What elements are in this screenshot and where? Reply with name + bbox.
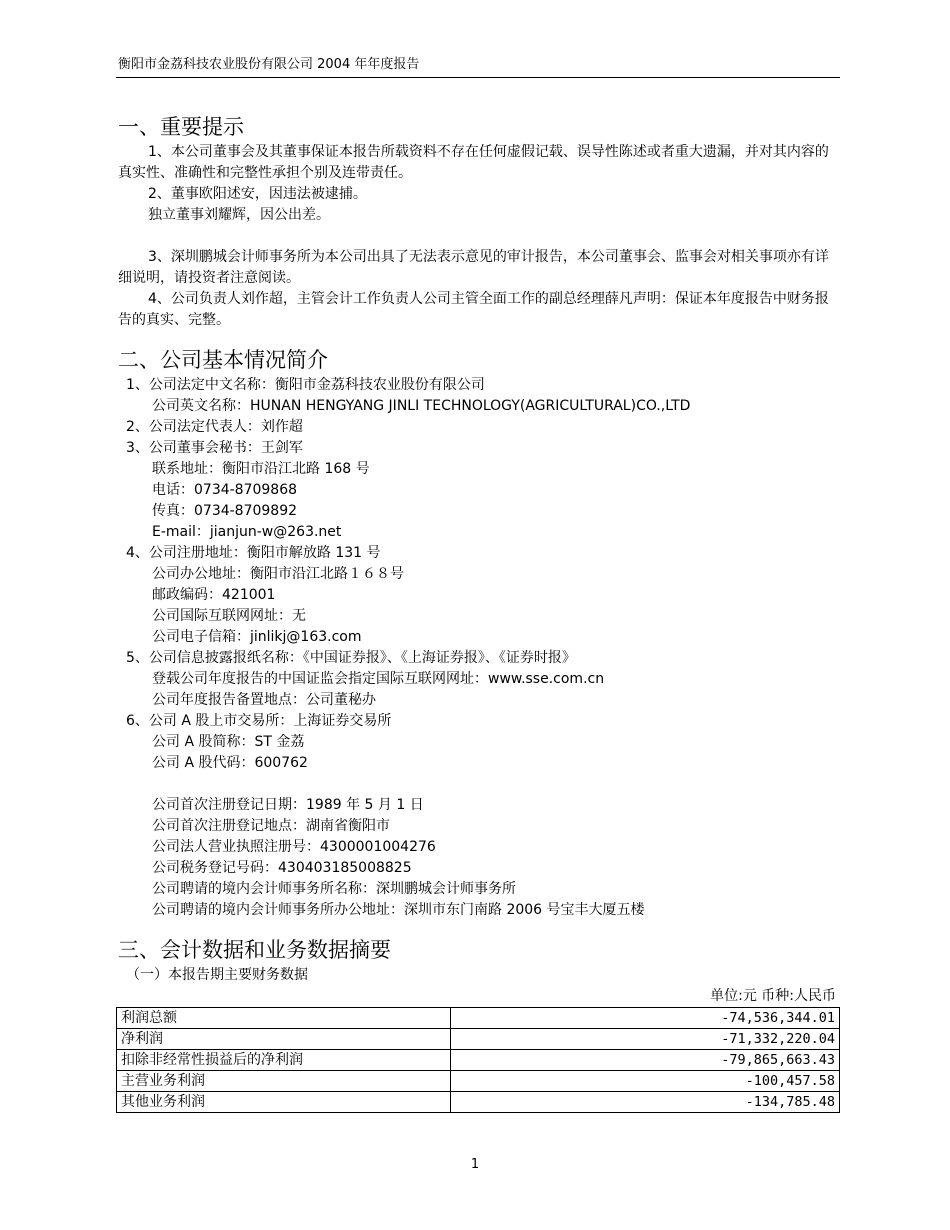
header-rule — [116, 77, 840, 78]
profile-row: 公司 A 股简称：ST 金荔 — [152, 734, 305, 750]
table-cell-label: 主营业务利润 — [117, 1071, 451, 1092]
profile-row — [118, 774, 840, 795]
profile-row: 公司聘请的境内会计师事务所名称：深圳鹏城会计师事务所 — [152, 881, 516, 897]
table-cell-label: 净利润 — [117, 1029, 451, 1050]
profile-row: 公司英文名称：HUNAN HENGYANG JINLI TECHNOLOGY(AGRICULTURAL)CO.,LTD — [152, 398, 691, 414]
financial-subtitle: （一）本报告期主要财务数据 — [126, 967, 308, 983]
table-row — [117, 1029, 840, 1050]
profile-row: 4、公司注册地址：衡阳市解放路 131 号 — [126, 545, 381, 561]
spacer — [118, 226, 840, 247]
currency-unit-note: 单位:元 币种:人民币 — [710, 988, 836, 1004]
section-company-profile-title: 二、公司基本情况简介 — [118, 348, 328, 372]
notice-paragraph-2: 2、董事欧阳述安，因违法被逮捕。 — [148, 186, 367, 202]
profile-row: 公司首次注册登记日期：1989 年 5 月 1 日 — [152, 797, 424, 813]
report-header: 衡阳市金荔科技农业股份有限公司 2004 年年度报告 — [118, 57, 420, 72]
spacer — [118, 921, 840, 935]
profile-row: 公司电子信箱：jinlikj@163.com — [152, 629, 362, 645]
table-row — [117, 1071, 840, 1092]
table-row — [117, 1008, 840, 1029]
table-cell-label: 其他业务利润 — [117, 1092, 451, 1113]
page-number: 1 — [470, 1157, 480, 1172]
profile-row: 公司国际互联网网址：无 — [152, 608, 306, 624]
table-cell-value: -79,865,663.43 — [451, 1050, 840, 1071]
section-financial-summary-title: 三、会计数据和业务数据摘要 — [118, 938, 391, 962]
company-profile-list — [118, 375, 840, 921]
section-important-notice-title: 一、重要提示 — [118, 115, 244, 139]
profile-row: 公司办公地址：衡阳市沿江北路１６８号 — [152, 566, 404, 582]
table-cell-value: -71,332,220.04 — [451, 1029, 840, 1050]
notice-paragraph-3: 独立董事刘耀辉，因公出差。 — [148, 207, 330, 223]
financial-data-table — [116, 1007, 840, 1113]
profile-row: 公司法人营业执照注册号：4300001004276 — [152, 839, 436, 855]
profile-row: 电话：0734-8709868 — [152, 482, 298, 498]
table-row — [117, 1092, 840, 1113]
profile-row: 5、公司信息披露报纸名称：《中国证券报》、《上海证券报》、《证券时报》 — [126, 650, 576, 666]
table-cell-label: 扣除非经常性损益后的净利润 — [117, 1050, 451, 1071]
profile-row: 2、公司法定代表人：刘作超 — [126, 419, 303, 435]
profile-row: 联系地址：衡阳市沿江北路 168 号 — [152, 461, 370, 477]
notice-paragraph-1: 1、本公司董事会及其董事保证本报告所载资料不存在任何虚假记载、误导性陈述或者重大遗漏，并对其内容的真实性、准确性和完整性承担个别及连带责任。 — [118, 144, 829, 181]
spacer — [118, 331, 840, 345]
profile-row: 6、公司 A 股上市交易所：上海证券交易所 — [126, 713, 392, 729]
profile-row: E-mail：jianjun-w@263.net — [152, 524, 342, 540]
notice-paragraph-5: 4、公司负责人刘作超，主管会计工作负责人公司主管全面工作的副总经理薛凡声明：保证本年度报告中财务报告的真实、完整。 — [118, 291, 829, 328]
profile-row: 公司税务登记号码：430403185008825 — [152, 860, 412, 876]
profile-row: 公司聘请的境内会计师事务所办公地址：深圳市东门南路 2006 号宝丰大厦五楼 — [152, 902, 645, 918]
profile-row: 登载公司年度报告的中国证监会指定国际互联网网址：www.sse.com.cn — [152, 671, 605, 687]
profile-row: 邮政编码：421001 — [152, 587, 276, 603]
profile-row: 公司年度报告备置地点：公司董秘办 — [152, 692, 376, 708]
profile-row: 传真：0734-8709892 — [152, 503, 298, 519]
table-cell-value: -134,785.48 — [451, 1092, 840, 1113]
profile-row: 公司 A 股代码：600762 — [152, 755, 308, 771]
profile-row: 公司首次注册登记地点：湖南省衡阳市 — [152, 818, 390, 834]
table-row — [117, 1050, 840, 1071]
profile-row: 3、公司董事会秘书：王剑军 — [126, 440, 303, 456]
table-cell-label: 利润总额 — [117, 1008, 451, 1029]
table-cell-value: -100,457.58 — [451, 1071, 840, 1092]
table-cell-value: -74,536,344.01 — [451, 1008, 840, 1029]
profile-row: 1、公司法定中文名称：衡阳市金荔科技农业股份有限公司 — [126, 377, 485, 393]
report-body — [118, 112, 840, 1113]
notice-paragraph-4: 3、深圳鹏城会计师事务所为本公司出具了无法表示意见的审计报告，本公司董事会、监事会对相关事项亦有详细说明，请投资者注意阅读。 — [118, 249, 829, 286]
